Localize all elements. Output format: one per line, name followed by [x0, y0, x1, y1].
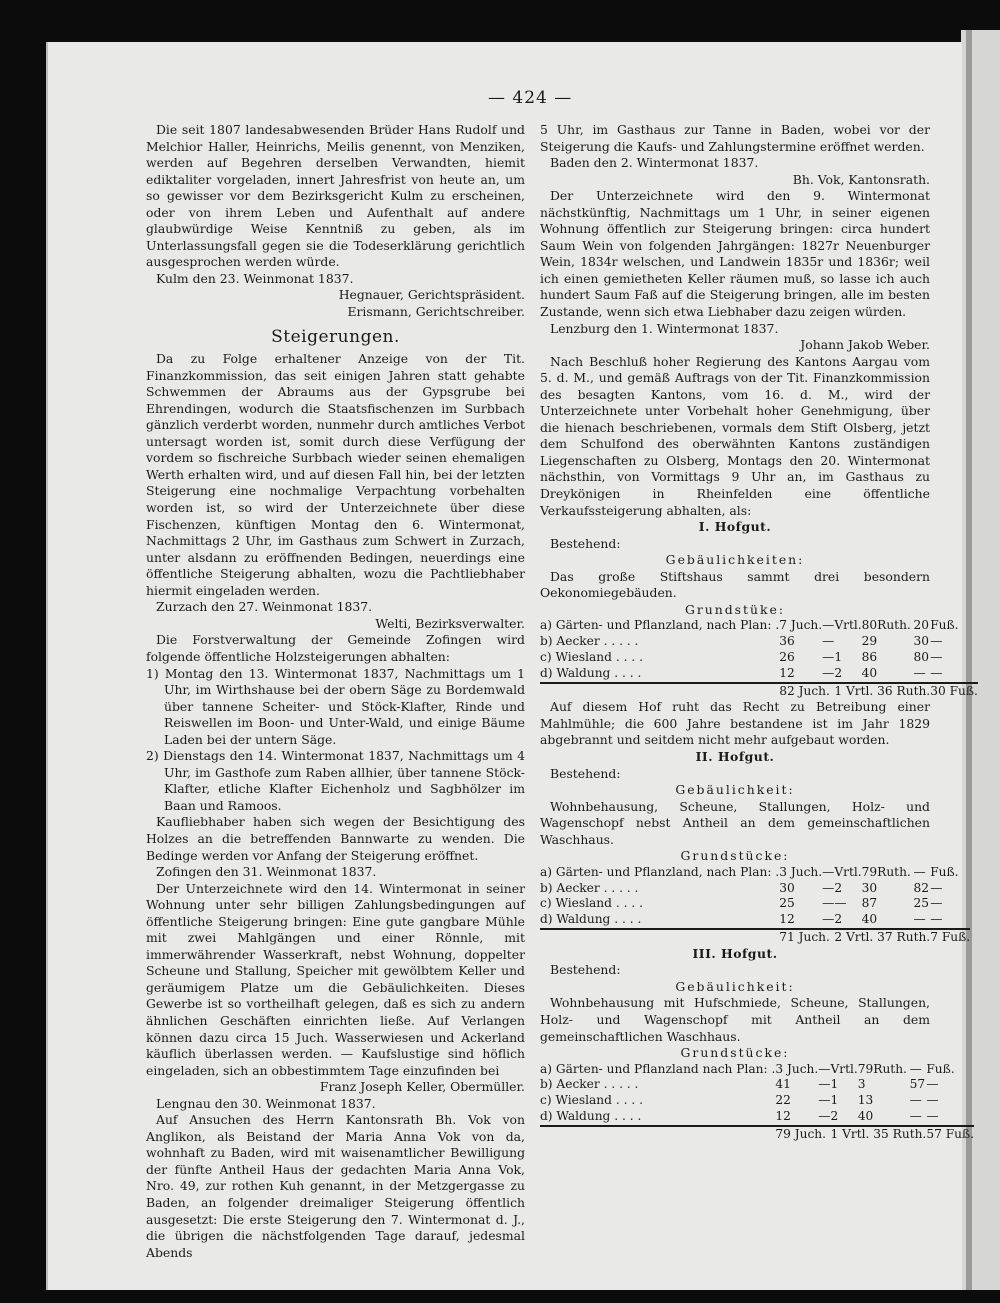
notice-date: Baden den 2. Wintermonat 1837.: [550, 155, 759, 171]
table-cell: 79: [861, 864, 878, 879]
table-cell: 12: [779, 665, 795, 680]
signature: Johann Jakob Weber.: [800, 337, 930, 353]
signature: Hegnauer, Gerichtspräsident.: [338, 287, 525, 303]
table-cell: 13: [857, 1093, 874, 1108]
table-cell: [540, 683, 779, 700]
table-cell: Fuß.: [930, 618, 959, 633]
table-cell: d) Waldung . . . .: [540, 665, 642, 680]
table-cell: 41: [775, 1077, 791, 1092]
table-cell: —: [818, 1109, 831, 1124]
notice-haus-baden: Auf Ansuchen des Herrn Kantonsrath Bh. Vok von Anglikon, als Beistand der Maria Anna Vok von da, wohnhaft zu Baden, wird mit waisenamtlicher Bewilligung der fünfte Antheil Haus der gedachten Maria Anna Vok, Nro. 49, zur rothen Kuh genannt, in der Metzgergasse zu Baden, an folgender dreimaliger Steigerung öffentlich ausgesetzt: Die erste Steigerung den 7. Wintermonat d. J., die übrigen die nächstfolgenden Tage darauf, jedesmal Abends: [146, 1112, 525, 1260]
notice-haus-baden-cont: 5 Uhr, im Gasthaus zur Tanne in Baden, wobei vor der Steigerung die Kaufs- und Zahlungstermine eröffnet werden.: [540, 122, 930, 154]
subheading: Gebäulichkeit:: [675, 978, 795, 994]
list-item: 2) Dienstags den 14. Wintermonat 1837, Nachmittags um 4 Uhr, im Gasthofe zum Raben allhier, über tannene Stöck-Klafter, etliche Klafter Eichenholz und Sagbhölzer im Baan und Ramoos.: [146, 748, 525, 813]
page-number: — 424 —: [488, 88, 573, 108]
table-cell: 2: [834, 665, 843, 680]
table-cell: 2: [834, 880, 843, 895]
table-cell: a) Gärten- und Pflanzland, nach Plan: .: [540, 864, 780, 879]
table-cell: 37 Ruth.: [877, 930, 931, 945]
table-cell: Ruth.: [877, 864, 911, 879]
signature: Erismann, Gerichtschreiber.: [347, 304, 525, 320]
right-column: [540, 122, 978, 1143]
table-cell: Fuß.: [926, 1061, 955, 1076]
notice-wein: Der Unterzeichnete wird den 9. Wintermonat nächstkünftig, Nachmittags um 1 Uhr, in seiner eigenen Wohnung öffentlich zur Steigerung bringen: circa hundert Saum Wein von folgenden Jahrgängen: 1827r Neuenburger Wein, 1834r welschen, und Landwein 1835r und 1836r; weil ich einen gemietheten Keller räumen muß, so lasse ich auch hundert Saum Faß auf die Steigerung bringen, alle im besten Zustande, wenn sich etwa Liebhaber dazu zeigen würden.: [540, 188, 930, 320]
table-cell: —: [822, 665, 835, 680]
subheading: Bestehend:: [550, 962, 621, 978]
table-row: [540, 634, 978, 650]
table-cell: Ruth.: [877, 618, 911, 633]
table-cell: 80: [861, 618, 878, 633]
table-cell: [877, 666, 913, 683]
table-cell: a) Gärten- und Pflanzland, nach Plan: .: [540, 618, 780, 633]
subheading: Bestehend:: [550, 765, 621, 781]
list-item: 1) Montag den 13. Wintermonat 1837, Nachmittags um 1 Uhr, im Wirthshause bei der obern Säge zu Bordemwald über tannene Scheiter- und Stöck-Klafter, Rinde und Reiswellen im Boon- und Unter-Wald, und einige Bäume Laden bei der untern Säge.: [146, 665, 525, 747]
table-cell: 1 Vrtl.: [830, 1126, 873, 1143]
table-cell: 12: [779, 912, 795, 927]
table-cell: —: [930, 912, 943, 927]
table-cell: Ruth.: [873, 1061, 907, 1076]
table-cell: 1: [834, 650, 843, 664]
table-row: [540, 1077, 974, 1093]
table-cell: —: [930, 650, 943, 664]
table-cell: 57: [909, 1077, 926, 1092]
table-row: [540, 1093, 974, 1109]
table-cell: —: [913, 912, 926, 927]
table-cell: 12: [775, 1109, 791, 1124]
table-cell: —: [822, 912, 835, 927]
table-cell: 3 Juch.: [779, 864, 823, 879]
table-cell: 3: [857, 1077, 866, 1092]
table-cell: [877, 634, 913, 650]
table-cell: —: [926, 1109, 939, 1124]
table-cell: 30: [861, 880, 878, 895]
table-cell: 3 Juch.: [775, 1061, 819, 1076]
table-cell: [873, 1093, 909, 1109]
table-cell: Vrtl.: [830, 1061, 858, 1076]
table-cell: —: [930, 665, 943, 680]
table-total-row: [540, 1126, 974, 1143]
table-cell: c) Wiesland . . . .: [540, 896, 643, 911]
table-cell: —: [818, 1061, 831, 1076]
section-heading: Steigerungen.: [271, 326, 400, 347]
hofgut-heading: II. Hofgut.: [695, 749, 775, 765]
table-row: [540, 666, 978, 683]
table-cell: 40: [861, 912, 878, 927]
table-cell: —: [834, 896, 847, 911]
table-cell: 30: [779, 880, 795, 895]
table-cell: [834, 634, 861, 650]
table-cell: 71 Juch.: [779, 929, 834, 946]
table-cell: —: [822, 864, 835, 879]
notice-date: Zofingen den 31. Weinmonat 1837.: [156, 864, 377, 880]
table-cell: —: [822, 880, 835, 895]
table-cell: —: [909, 1109, 922, 1124]
notice-date: Lengnau den 30. Weinmonat 1837.: [156, 1095, 376, 1111]
table-cell: b) Aecker . . . . .: [540, 1077, 639, 1092]
table-row: [540, 618, 978, 634]
table-cell: d) Waldung . . . .: [540, 1109, 642, 1124]
table-cell: 87: [861, 896, 878, 911]
table-row: [540, 650, 978, 666]
table-cell: 7 Juch.: [779, 618, 823, 633]
table-cell: 2: [830, 1109, 839, 1124]
table-cell: 79: [857, 1061, 874, 1076]
table-cell: 79 Juch.: [775, 1126, 830, 1143]
table-cell: b) Aecker . . . . .: [540, 880, 639, 895]
table-cell: 2: [834, 912, 843, 927]
table-cell: c) Wiesland . . . .: [540, 1093, 643, 1108]
hofgut-heading: III. Hofgut.: [692, 945, 778, 961]
table-cell: —: [930, 634, 943, 649]
table-total-row: [540, 683, 978, 700]
table-row: [540, 1109, 974, 1126]
signature: Bh. Vok, Kantonsrath.: [792, 171, 930, 187]
table-cell: 80: [913, 650, 929, 664]
table-cell: —: [822, 634, 835, 649]
table-row: [540, 865, 970, 881]
table-cell: 25: [913, 896, 929, 911]
table-cell: [540, 929, 779, 946]
table-cell: [540, 1126, 775, 1143]
table-cell: Vrtl.: [834, 864, 862, 879]
table-cell: —: [818, 1093, 831, 1108]
notice-fischenzen: Da zu Folge erhaltener Anzeige von der Tit. Finanzkommission, das seit einigen Jahren statt gehabte Schwemmen der Abraums aus der Gypsgrube bei Ehrendingen, wodurch die Staatsfischenzen im Surbbach gänzlich verderbt worden, nunmehr durch amtliches Verbot untersagt worden ist, somit durch diese Verfügung der vordem so fischreiche Surbbach wieder seinen ehemaligen Werth erhalten wird, und auf diesen Fall hin, bei der letzten Steigerung eine nochmalige Verpachtung vorbehalten worden ist, so wird der Unterzeichnete über diese Fischenzen, künftigen Montag den 6. Wintermonat, Nachmittags 2 Uhr, im Gasthaus zum Schwert in Zurzach, unter alsdann zu eröffnenden Bedingen, neuerdings eine öffentliche Steigerung abhalten, wozu die Pachtliebhaber hiermit eingeladen werden.: [146, 351, 525, 598]
notice-date: Lenzburg den 1. Wintermonat 1837.: [550, 320, 779, 336]
table-cell: 2 Vrtl.: [834, 929, 877, 946]
table-cell: [877, 650, 913, 666]
land-table: [540, 865, 970, 946]
table-cell: c) Wiesland . . . .: [540, 650, 643, 664]
table-cell: b) Aecker . . . . .: [540, 634, 639, 649]
table-cell: 36 Ruth.: [877, 683, 931, 698]
notice-holzsteigerung: Die Forstverwaltung der Gemeinde Zofingen wird folgende öffentliche Holzsteigerungen abhalten:: [146, 632, 525, 664]
building-description: Wohnbehausung mit Hufschmiede, Scheune, Stallungen, Holz- und Wagenschopf mit Antheil an dem gemeinschaftlichen Waschhaus.: [540, 995, 930, 1044]
table-cell: 36: [779, 634, 795, 649]
subheading: Grundstücke:: [680, 1045, 790, 1061]
land-table: [540, 1062, 974, 1143]
table-cell: 57 Fuß.: [926, 1126, 975, 1141]
table-cell: 1 Vrtl.: [834, 683, 877, 700]
table-cell: —: [818, 1077, 831, 1092]
subheading: Grundstüke:: [684, 601, 786, 617]
table-cell: 26: [779, 650, 795, 664]
table-cell: 1: [830, 1077, 839, 1092]
table-cell: 29: [861, 634, 878, 649]
table-cell: 40: [857, 1109, 874, 1124]
table-cell: —: [930, 896, 943, 911]
table-cell: Fuß.: [930, 864, 959, 879]
table-row: [540, 896, 970, 912]
table-cell: —: [822, 896, 835, 911]
land-table: [540, 618, 978, 699]
table-cell: 30: [913, 634, 929, 649]
subheading: Bestehend:: [550, 535, 621, 551]
table-cell: —: [909, 1061, 922, 1076]
table-cell: 86: [861, 650, 878, 664]
table-cell: d) Waldung . . . .: [540, 912, 642, 927]
notice-muehle: Der Unterzeichnete wird den 14. Wintermonat in seiner Wohnung unter sehr billigen Zahlungsbedingungen auf öffentliche Steigerung bringen: Eine gute gangbare Mühle mit zwei Mahlgängen und einer Rönnle, mit immerwährender Wasserkraft, nebst Wohnung, doppelter Scheune und Stallung, Speicher mit gewölbtem Keller und geräumigem Platze um die Gebäulichkeiten. Dieses Gewerbe ist so vortheilhaft gelegen, daß es sich zu andern ähnlichen Geschäften einrichten ließe. Auf Verlangen können dazu circa 15 Juch. Wasserwiesen und Ackerland käuflich überlassen werden. — Kaufslustige sind höflich eingeladen, sich an obbestimmtem Tage einzufinden bei: [146, 880, 525, 1078]
notice-haller: Die seit 1807 landesabwesenden Brüder Hans Rudolf und Melchior Haller, Heinrichs, Meilis genennt, von Menziken, werden auf Begehren derselben Verwandten, hiemit ediktaliter vorgeladen, innert Jahresfrist von heute an, um so gewisser vor dem Bezirksgericht Kulm zu erscheinen, oder von ihrem Leben und Aufenthalt auf andere glaubwürdige Weise Kenntniß zu geben, als im Unterlassungsfall gegen sie die Todeserklärung gerichtlich ausgesprochen werden würde.: [146, 122, 525, 270]
left-column: [146, 122, 525, 1261]
table-cell: 7 Fuß.: [930, 930, 971, 945]
building-description: Das große Stiftshaus sammt drei besondern Oekonomiegebäuden.: [540, 568, 930, 601]
table-row: [540, 1062, 974, 1078]
table-cell: [877, 912, 913, 929]
table-row: [540, 912, 970, 929]
table-cell: 40: [861, 665, 878, 680]
table-cell: 25: [779, 896, 795, 911]
table-cell: 22: [775, 1093, 791, 1108]
table-cell: [873, 1109, 909, 1126]
table-cell: 1: [830, 1093, 839, 1108]
table-total-row: [540, 929, 970, 946]
table-cell: —: [930, 880, 943, 895]
table-cell: [877, 896, 913, 912]
notice-date: Zurzach den 27. Weinmonat 1837.: [156, 599, 373, 615]
table-cell: [873, 1077, 909, 1093]
hofgut-heading: I. Hofgut.: [698, 519, 772, 535]
table-cell: —: [926, 1077, 939, 1092]
table-cell: [877, 881, 913, 897]
signature: Welti, Bezirksverwalter.: [375, 615, 525, 631]
table-cell: —: [913, 665, 926, 680]
notice-text: Kaufliebhaber haben sich wegen der Besichtigung des Holzes an die betreffenden Bannwarte zu wenden. Die Bedinge werden vor Anfang der Steigerung eröffnet.: [146, 814, 525, 863]
building-description: Wohnbehausung, Scheune, Stallungen, Holz- und Wagenschopf nebst Antheil an dem gemeinschaftlichen Waschhaus.: [540, 798, 930, 847]
table-cell: —: [909, 1093, 922, 1108]
notice-olsberg: Nach Beschluß hoher Regierung des Kantons Aargau vom 5. d. M., und gemäß Auftrags von der Tit. Finanzkommission des besagten Kantons, vom 16. d. M., wird der Unterzeichnete unter Vorbehalt hoher Genehmigung, über die hienach beschriebenen, vormals dem Stift Olsberg, jetzt dem Schulfond des oberwähnten Kantons zuständigen Liegenschaften zu Olsberg, Montags den 20. Wintermonat nächsthin, von Vormittags 9 Uhr an, im Gasthaus zu Dreykönigen in Rheinfelden eine öffentliche Verkaufssteigerung abhalten, als:: [540, 353, 930, 518]
table-cell: 35 Ruth.: [873, 1126, 927, 1141]
table-cell: 20: [913, 618, 929, 633]
table-cell: a) Gärten- und Pflanzland nach Plan: .: [540, 1061, 776, 1076]
table-cell: 30 Fuß.: [930, 683, 978, 698]
table-cell: Vrtl.: [834, 618, 862, 633]
signature: Franz Joseph Keller, Obermüller.: [319, 1079, 525, 1095]
table-cell: —: [913, 864, 926, 879]
table-cell: —: [926, 1093, 939, 1108]
notice-text: Auf diesem Hof ruht das Recht zu Betreibung einer Mahlmühle; die 600 Jahre bestandene ist im Jahr 1829 abgebrannt und seitdem nicht mehr aufgebaut worden.: [540, 699, 930, 748]
notice-date: Kulm den 23. Weinmonat 1837.: [156, 270, 354, 286]
table-cell: —: [822, 618, 835, 633]
table-row: [540, 881, 970, 897]
subheading: Grundstücke:: [680, 848, 790, 864]
subheading: Gebäulichkeit:: [675, 782, 795, 798]
table-cell: 82: [913, 880, 929, 895]
subheading: Gebäulichkeiten:: [665, 552, 805, 568]
table-cell: —: [822, 650, 835, 664]
table-cell: 82 Juch.: [779, 683, 834, 700]
